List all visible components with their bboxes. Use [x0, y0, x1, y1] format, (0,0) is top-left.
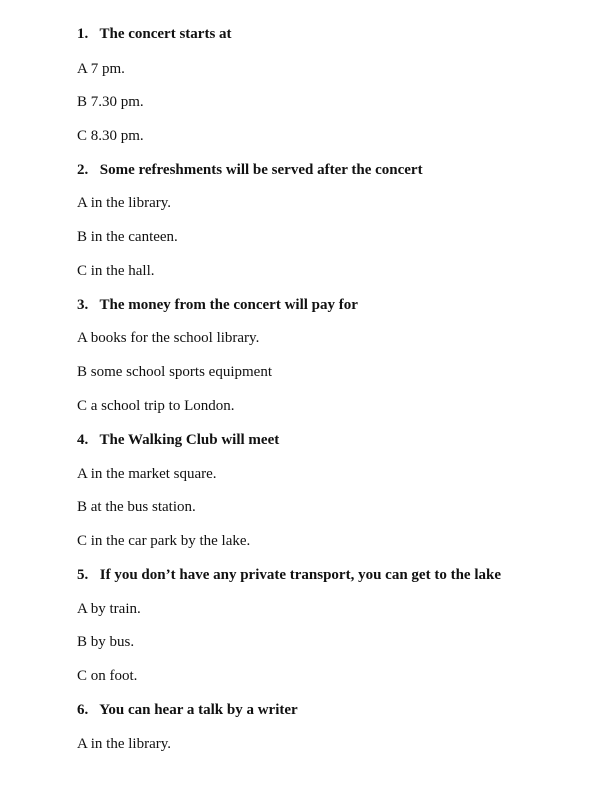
- option-4b: B at the bus station.: [77, 499, 196, 515]
- question-number: 5.: [77, 567, 89, 583]
- question-text: The Walking Club will meet: [99, 432, 280, 448]
- option-2c: C in the hall.: [77, 263, 155, 279]
- question-text: You can hear a talk by a writer: [99, 702, 298, 718]
- question-1: [77, 25, 232, 43]
- option-4a: A in the market square.: [77, 466, 217, 482]
- option-6a: A in the library.: [77, 736, 172, 752]
- option-5c: C on foot.: [77, 668, 138, 684]
- option-1b: B 7.30 pm.: [77, 94, 144, 110]
- question-number: 6.: [77, 702, 89, 718]
- question-2: [77, 161, 423, 179]
- option-2b: B in the canteen.: [77, 229, 178, 245]
- question-5: [77, 566, 501, 584]
- question-text: Some refreshments will be served after the concert: [99, 162, 423, 178]
- option-3c: C a school trip to London.: [77, 398, 235, 414]
- question-4: [77, 431, 279, 449]
- option-3b: B some school sports equipment: [77, 364, 272, 380]
- option-1c: C 8.30 pm.: [77, 128, 144, 144]
- question-text: The money from the concert will pay for: [99, 297, 358, 313]
- option-5b: B by bus.: [77, 634, 135, 650]
- question-number: 3.: [77, 297, 89, 313]
- question-text: If you don’t have any private transport, you can get to the lake: [99, 567, 501, 583]
- question-number: 4.: [77, 432, 89, 448]
- option-2a: A in the library.: [77, 195, 172, 211]
- option-5a: A by train.: [77, 601, 141, 617]
- question-6: [77, 701, 298, 719]
- option-4c: C in the car park by the lake.: [77, 533, 251, 549]
- question-number: 1.: [77, 26, 89, 42]
- option-3a: A books for the school library.: [77, 330, 260, 346]
- option-1a: A 7 pm.: [77, 61, 125, 77]
- question-text: The concert starts at: [99, 26, 232, 42]
- question-3: [77, 296, 358, 314]
- question-number: 2.: [77, 162, 89, 178]
